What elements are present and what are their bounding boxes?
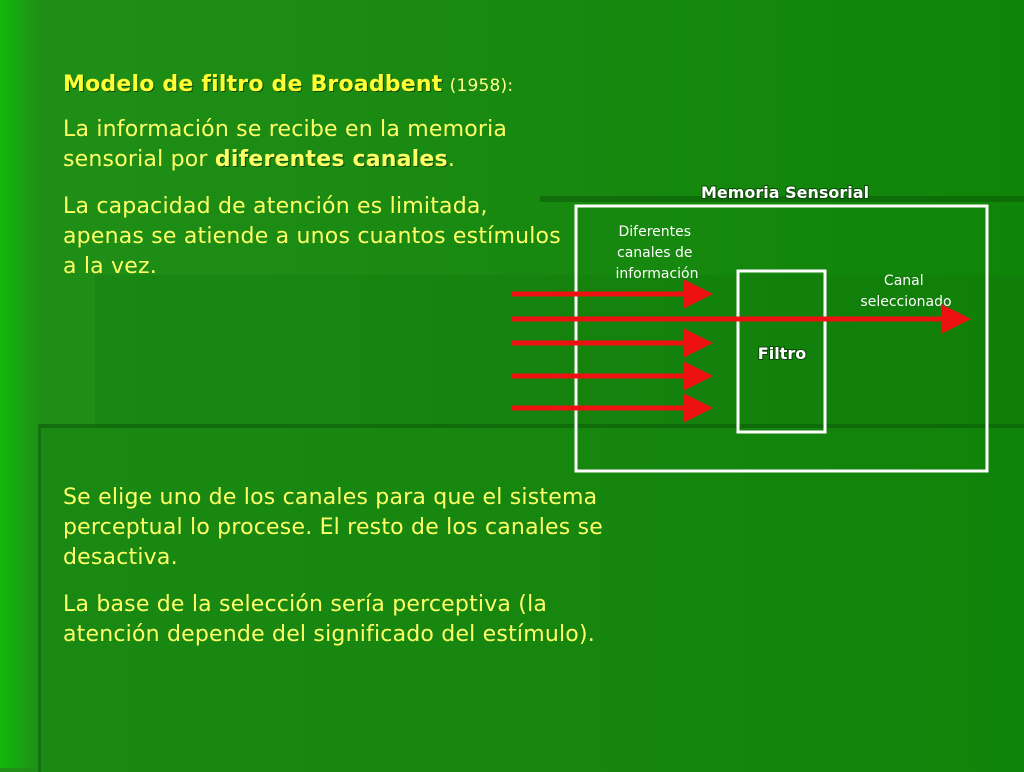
- paragraph-selection: Se elige uno de los canales para que el sistema perceptual lo procese. El resto de los canales se desactiva.: [63, 485, 604, 570]
- title-text: Modelo de filtro de Broadbent: [63, 72, 443, 97]
- channels-label-line: canales de: [617, 245, 693, 261]
- paragraph-channels-bold: diferentes canales: [214, 147, 448, 172]
- paragraph-perceptual-basis: La base de la selección sería perceptiva (la atención depende del significado del estímulo).: [63, 592, 595, 647]
- channels-label-line: Diferentes: [618, 224, 692, 240]
- selected-channel-label-line: Canal: [883, 273, 924, 289]
- selected-channel-label: [860, 273, 951, 310]
- sensory-memory-label: Memoria Sensorial: [700, 183, 870, 202]
- channels-label: [615, 224, 698, 282]
- title-year: (1958):: [449, 76, 514, 96]
- paragraph-channels-end: .: [447, 147, 456, 172]
- filter-label: Filtro: [757, 344, 807, 363]
- paragraph-channels-text: La información se recibe en la memoria sensorial por: [63, 117, 508, 172]
- paragraph-capacity: La capacidad de atención es limitada, apenas se atiende a unos cuantos estímulos a la vez.: [63, 194, 561, 279]
- channels-label-line: información: [615, 266, 699, 282]
- selected-channel-label-line: seleccionado: [860, 294, 952, 310]
